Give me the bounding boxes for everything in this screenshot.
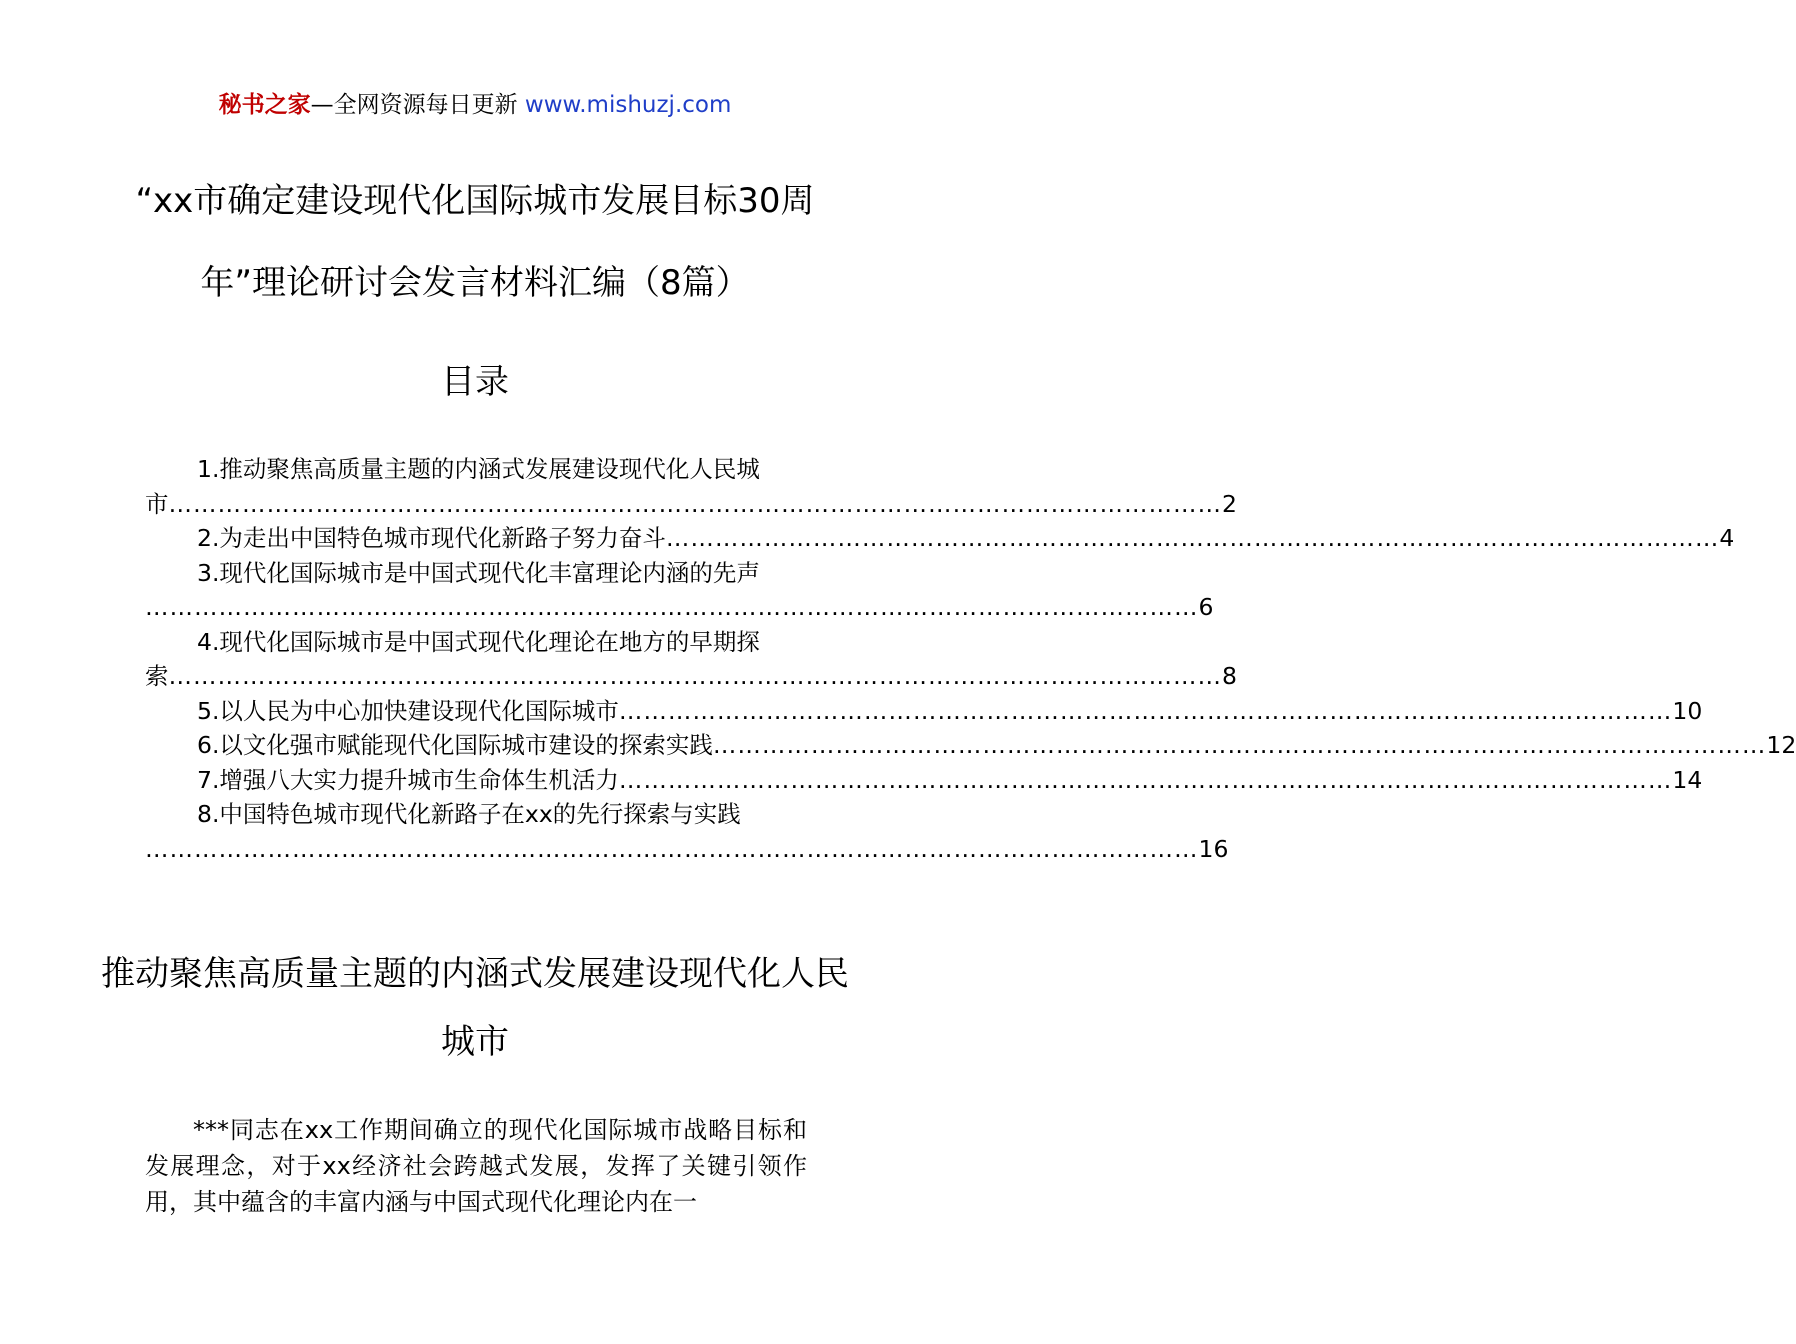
toc-entry-text: 8.中国特色城市现代化新路子在xx的先行探索与实践 <box>197 800 741 828</box>
toc-leader-dots: ………………………………………………………………………………………………………………… <box>168 662 1222 690</box>
toc-entry-5-line-1[interactable] <box>145 694 1703 729</box>
toc-leader-dots: ………………………………………………………………………………………………………………… <box>665 524 1720 552</box>
toc-entry-3-line-2[interactable] <box>145 590 1214 625</box>
section-body-paragraph: ***同志在xx工作期间确立的现代化国际城市战略目标和发展理念，对于xx经济社会跨越式发展，发挥了关键引领作用，其中蕴含的丰富内涵与中国式现代化理论内在一 <box>145 1116 807 1216</box>
toc-heading: 目录 <box>441 362 509 402</box>
toc-entry-1-line-1[interactable] <box>145 452 805 487</box>
toc-page-number: 12 <box>1766 731 1796 759</box>
toc-entry-3-line-1[interactable] <box>145 556 805 591</box>
toc-entry-4-line-2[interactable] <box>145 659 1237 694</box>
toc-page-number: 8 <box>1222 662 1237 690</box>
toc-entry-1-line-2[interactable] <box>145 487 1237 522</box>
toc-entry-text: 索 <box>145 662 169 690</box>
toc-leader-dots: ………………………………………………………………………………………………………………… <box>168 489 1222 518</box>
toc-page-number: 10 <box>1672 696 1703 725</box>
document-title: “xx市确定建设现代化国际城市发展目标30周年”理论研讨会发言材料汇编（8篇） <box>135 181 815 303</box>
header-tagline: 全网资源每日更新 <box>333 92 525 118</box>
toc-entry-text: 1.推动聚焦高质量主题的内涵式发展建设现代化人民城 <box>197 455 760 483</box>
site-header <box>0 88 950 122</box>
toc-page-number: 6 <box>1198 593 1214 621</box>
table-of-contents <box>145 452 1796 866</box>
header-separator: — <box>310 92 334 118</box>
toc-entry-text: 4.现代化国际城市是中国式现代化理论在地方的早期探 <box>197 627 760 656</box>
toc-page-number: 16 <box>1198 834 1229 863</box>
section-title: 推动聚焦高质量主题的内涵式发展建设现代化人民城市 <box>101 954 849 1062</box>
toc-entry-8-line-2[interactable] <box>145 832 1229 867</box>
toc-page-number: 14 <box>1672 765 1703 794</box>
toc-entry-8-line-1[interactable] <box>145 797 805 832</box>
toc-entry-7-line-1[interactable] <box>145 763 1703 798</box>
toc-entry-text: 市 <box>145 489 169 518</box>
toc-entry-text: 5.以人民为中心加快建设现代化国际城市 <box>197 696 619 725</box>
toc-entry-6-line-1[interactable] <box>145 728 1796 763</box>
toc-page-number: 2 <box>1222 489 1237 518</box>
toc-leader-dots: ………………………………………………………………………………………………………………… <box>145 834 1199 863</box>
toc-leader-dots: ………………………………………………………………………………………………………………… <box>712 731 1767 759</box>
toc-entry-2-line-1[interactable] <box>145 521 1735 556</box>
toc-leader-dots: ………………………………………………………………………………………………………………… <box>145 593 1199 621</box>
brand-name: 秘书之家 <box>218 92 311 118</box>
toc-leader-dots: ………………………………………………………………………………………………………………… <box>618 765 1673 794</box>
site-url-link[interactable]: www.mishuzj.com <box>524 92 732 118</box>
toc-entry-text: 7.增强八大实力提升城市生命体生机活力 <box>197 765 619 794</box>
toc-leader-dots: ………………………………………………………………………………………………………………… <box>618 696 1673 725</box>
toc-page-number: 4 <box>1719 524 1735 552</box>
toc-entry-text: 6.以文化强市赋能现代化国际城市建设的探索实践 <box>197 731 713 759</box>
toc-entry-text: 3.现代化国际城市是中国式现代化丰富理论内涵的先声 <box>197 558 760 587</box>
toc-entry-text: 2.为走出中国特色城市现代化新路子努力奋斗 <box>197 524 666 552</box>
toc-entry-4-line-1[interactable] <box>145 625 805 660</box>
